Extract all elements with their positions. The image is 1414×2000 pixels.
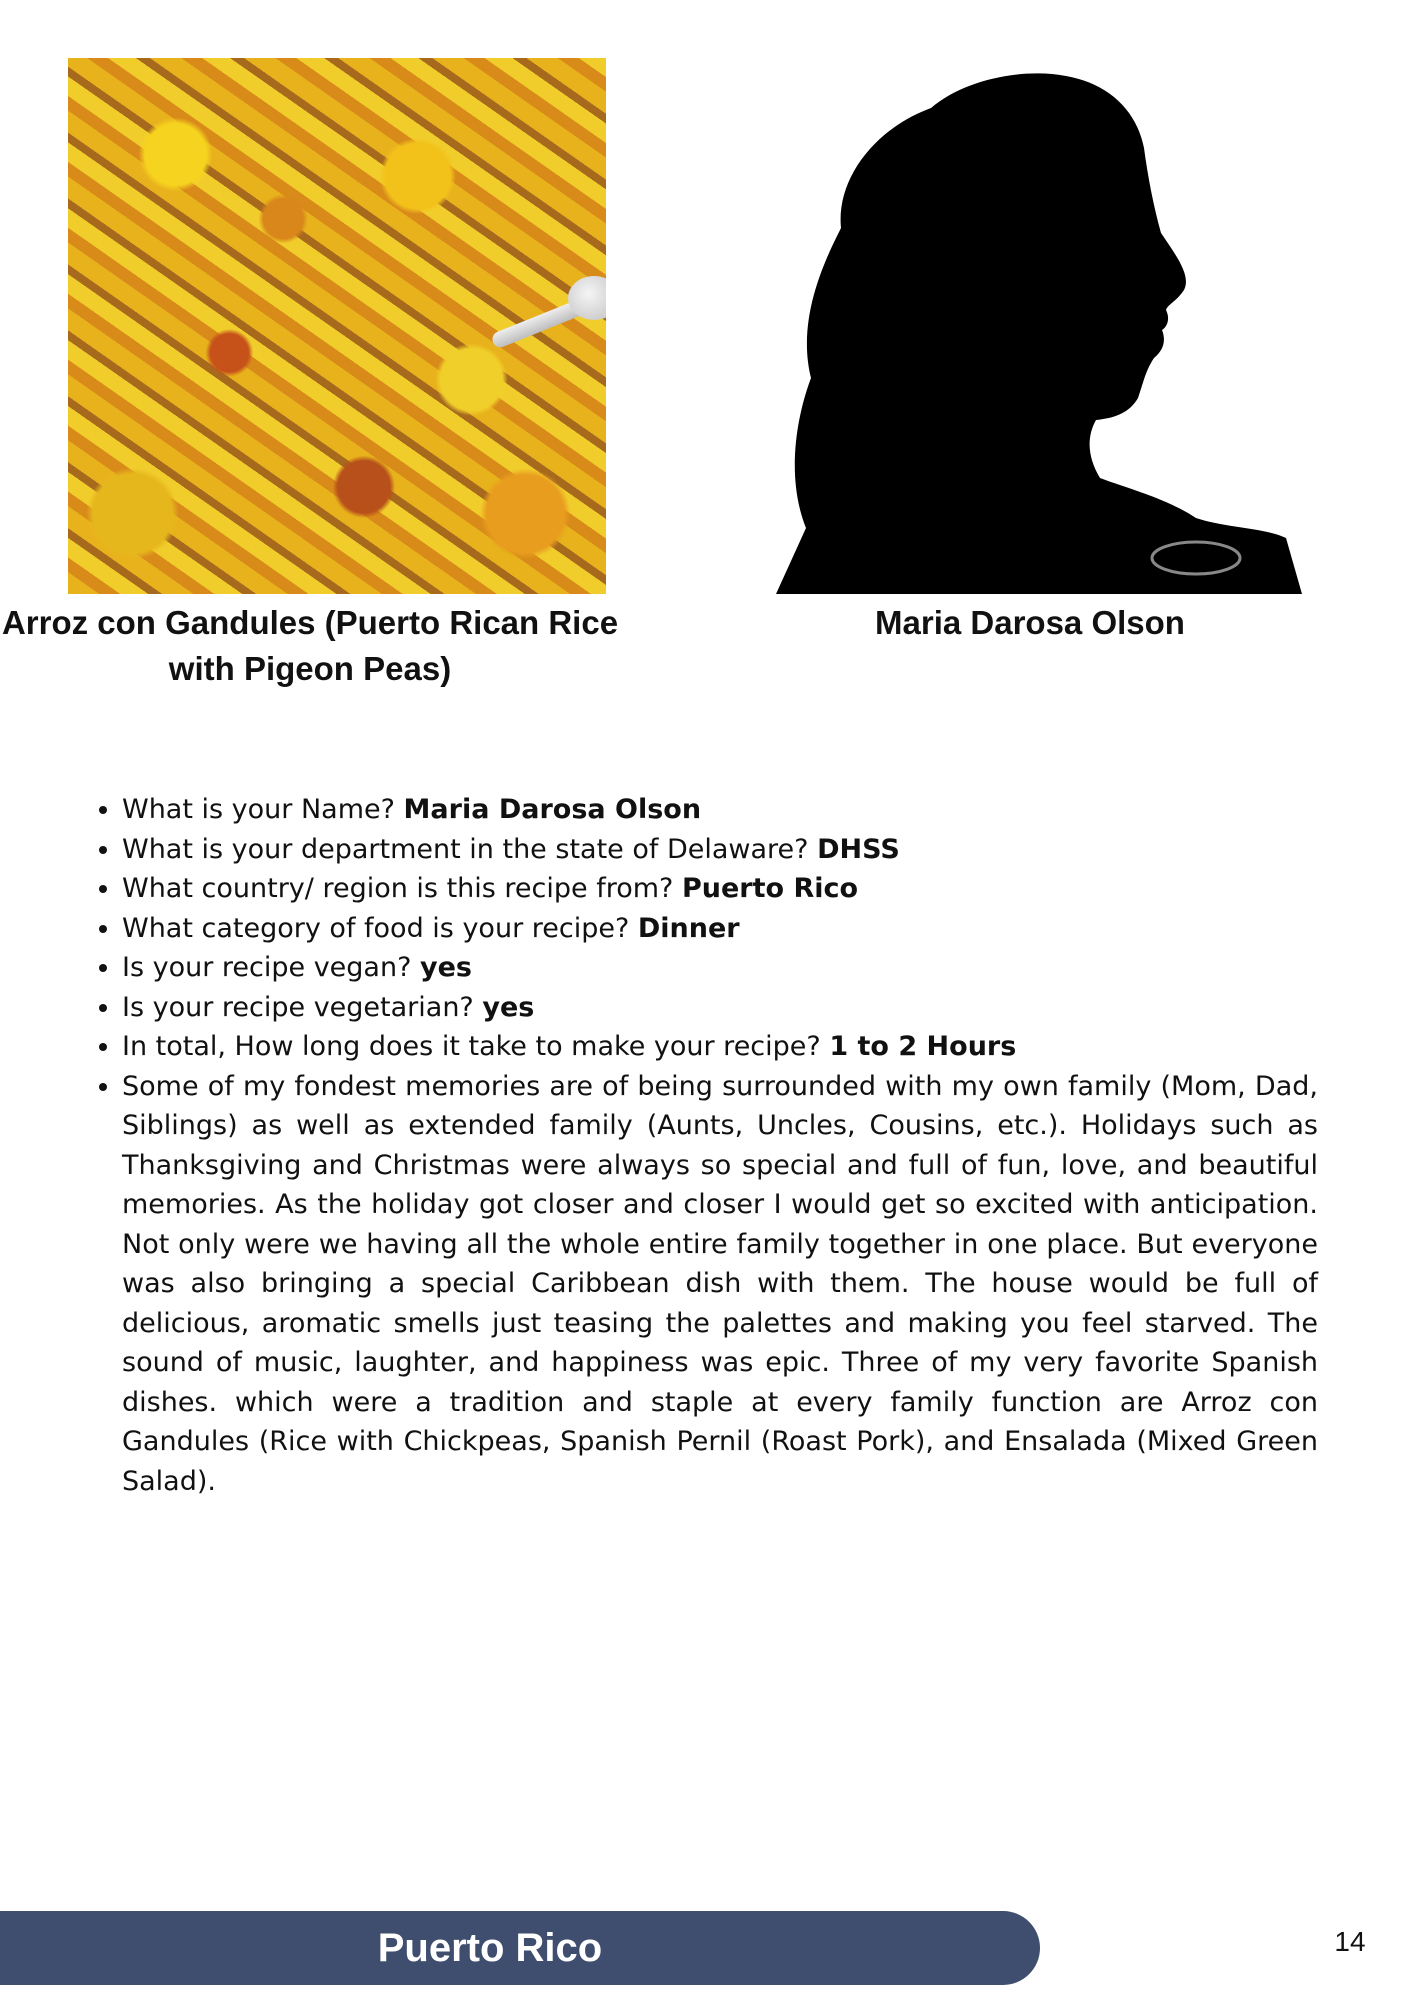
question-text: What country/ region is this recipe from? bbox=[122, 873, 682, 904]
question-text: What is your Name? bbox=[122, 794, 404, 825]
answer-text: Puerto Rico bbox=[681, 873, 859, 904]
answer-text: DHSS bbox=[817, 833, 900, 865]
question-text: What category of food is your recipe? bbox=[122, 912, 638, 944]
recipe-title: Arroz con Gandules (Puerto Rican Rice with Pigeon Peas) bbox=[1, 604, 619, 687]
contributor-silhouette bbox=[766, 58, 1302, 594]
answer-text: yes bbox=[482, 991, 535, 1023]
question-text: What is your department in the state of Delaware? bbox=[122, 833, 818, 865]
question-text: Is your recipe vegetarian? bbox=[122, 991, 483, 1023]
family-story: • Some of my fondest memories are of being surrounded with my own family (Mom, Dad, Siblings) as well as extended family (Aunts, Uncles, Cousins, etc.). Holidays such as Thanksgiving and Christmas were always so special and full of fun, love, and beautiful memories. As the holiday got closer and closer I would get so excited with anticipation. Not only were we having all the whole entire family together in one place. But everyone was also bringing a special Caribbean dish with them. The house would be full of delicious, aromatic smells just teasing the palettes and making you feel starved. The sound of music, laughter, and happiness was epic. Three of my very favorite Spanish dishes. which were a tradition and staple at every family function are Arroz con Gandules (Rice with Chickpeas, Spanish Pernil (Roast Pork), and Ensalada (Mixed Green Salad). bbox=[122, 1067, 1318, 1502]
question-item-vegetarian bbox=[122, 988, 1318, 1028]
questionnaire-list bbox=[90, 790, 1318, 1501]
contributor-name: Maria Darosa Olson bbox=[875, 604, 1185, 641]
footer-region-title: Puerto Rico bbox=[377, 1926, 603, 1970]
question-item-category bbox=[122, 909, 1318, 949]
question-item-name bbox=[122, 790, 1318, 830]
recipe-photo bbox=[68, 58, 606, 594]
answer-text: Maria Darosa Olson bbox=[403, 794, 702, 825]
question-item-duration bbox=[122, 1027, 1318, 1067]
question-item-vegan bbox=[122, 948, 1318, 988]
answer-text: yes bbox=[420, 952, 472, 983]
answer-text: Dinner bbox=[637, 912, 740, 944]
question-text: Is your recipe vegan? bbox=[122, 952, 421, 983]
question-text: In total, How long does it take to make your recipe? bbox=[122, 1031, 830, 1062]
question-item-region bbox=[122, 869, 1318, 909]
page-number: 14 bbox=[1334, 1926, 1366, 1957]
answer-text: 1 to 2 Hours bbox=[829, 1031, 1017, 1062]
question-item-department bbox=[122, 830, 1318, 870]
